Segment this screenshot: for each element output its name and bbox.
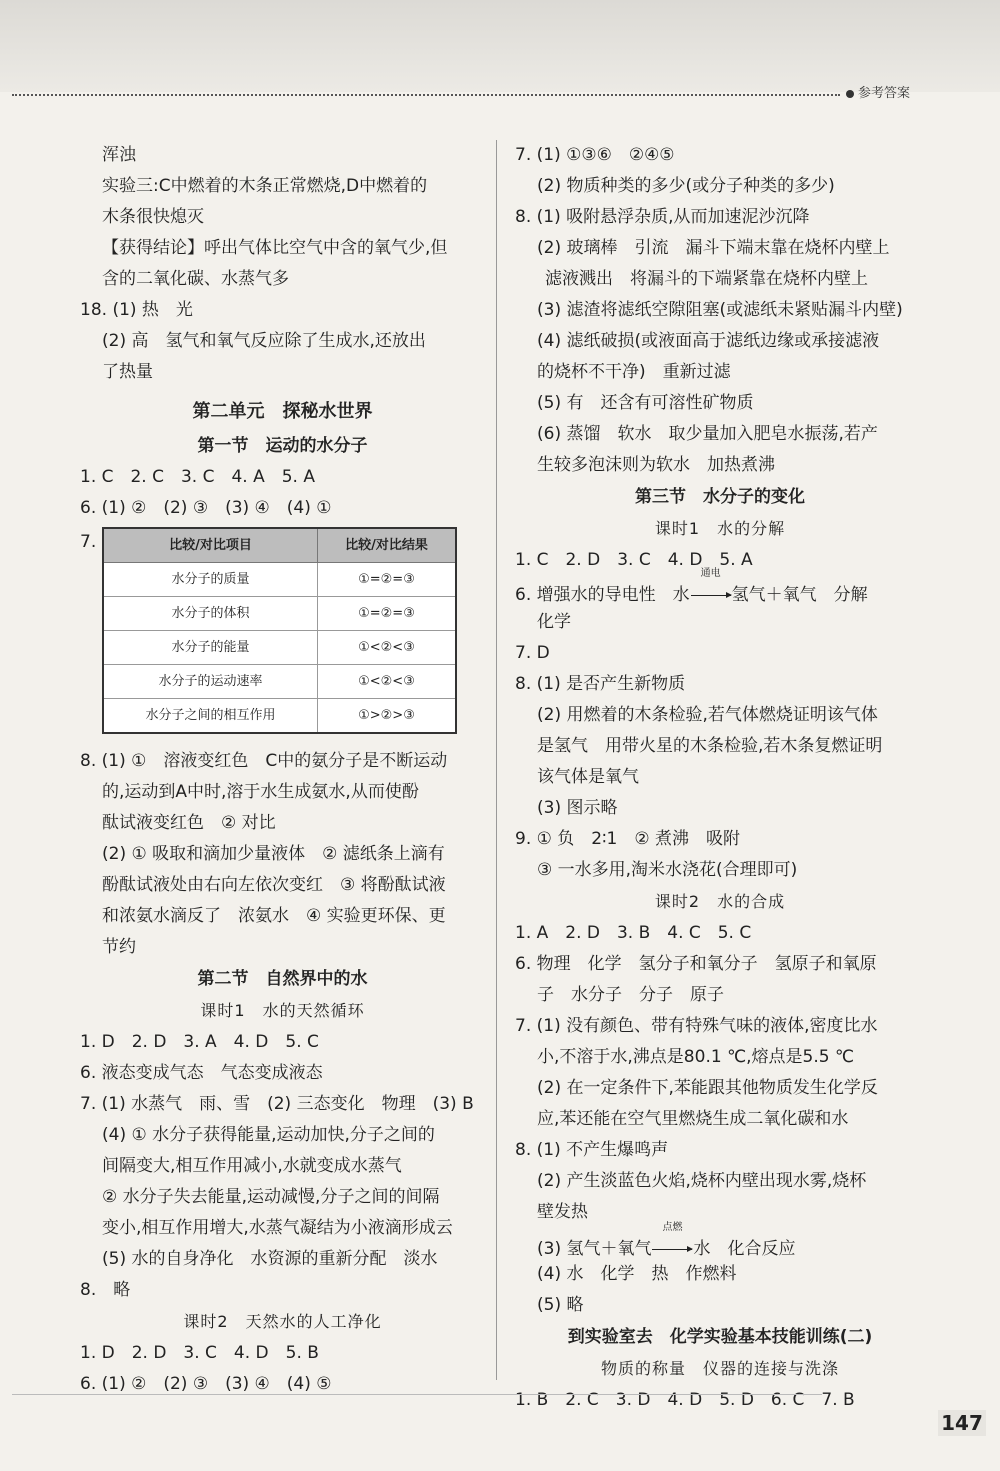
lab-subtitle: 物质的称量 仪器的连接与洗涤	[600, 1359, 839, 1378]
lab-title: 到实验室去 化学实验基本技能训练(二)	[567, 1327, 873, 1347]
text-line: 1. C 2. D 3. C 4. D 5. A	[515, 550, 753, 570]
text-line: 6. (1) ② (2) ③ (3) ④ (4) ⑤	[80, 1374, 332, 1394]
right-column	[515, 140, 925, 1416]
table-cell: 水分子的质量	[103, 563, 317, 597]
table-header: 比较/对比项目	[103, 528, 317, 563]
lesson-title: 课时1 水的分解	[654, 519, 786, 538]
text-line: 18. (1) 热 光	[80, 300, 193, 320]
table-cell: ①<②<③	[317, 665, 456, 699]
page-number: 147	[938, 1410, 986, 1436]
text-line: 是氢气 用带火星的木条检验,若木条复燃证明	[537, 736, 883, 756]
column-divider	[496, 140, 497, 1380]
table-cell: 水分子的体积	[103, 597, 317, 631]
text-line: (2) 产生淡蓝色火焰,烧杯内壁出现水雾,烧杯	[537, 1171, 867, 1191]
text-line: 9. ① 负 2∶1 ② 煮沸 吸附	[515, 829, 740, 849]
text-line: (2) 玻璃棒 引流 漏斗下端末靠在烧杯内壁上	[537, 238, 890, 258]
text-line: 节约	[102, 937, 136, 957]
text-line: 含的二氧化碳、水蒸气多	[102, 269, 289, 289]
section-title: 第二节 自然界中的水	[197, 969, 368, 989]
text-line: 滤液溅出 将漏斗的下端紧靠在烧杯内壁上	[545, 269, 868, 289]
text-line: 【获得结论】呼出气体比空气中含的氧气少,但	[102, 238, 448, 258]
text-line: 7. D	[515, 643, 550, 663]
text-line: 木条很快熄灭	[102, 207, 204, 227]
text-line: (4) ① 水分子获得能量,运动加快,分子之间的	[102, 1125, 435, 1145]
page-top-band	[0, 0, 1000, 92]
text-line: 了热量	[102, 362, 153, 382]
header-label: 参考答案	[846, 82, 910, 101]
table-row	[103, 631, 456, 665]
text-line: 8. (1) 不产生爆鸣声	[515, 1140, 669, 1160]
text-line: 8. (1) 吸附悬浮杂质,从而加速泥沙沉降	[515, 207, 810, 227]
table-header: 比较/对比结果	[317, 528, 456, 563]
table-cell: ①>②>③	[317, 699, 456, 734]
text-line: 6. 物理 化学 氢分子和氧分子 氢原子和氧原	[515, 954, 877, 974]
text-line: 6. 液态变成气态 气态变成液态	[80, 1063, 323, 1083]
text-line: (2) 用燃着的木条检验,若气体燃烧证明该气体	[537, 705, 878, 725]
text-line: (2) 物质种类的多少(或分子种类的多少)	[537, 176, 835, 196]
table-row	[103, 563, 456, 597]
text-line: 7. (1) 水蒸气 雨、雪 (2) 三态变化 物理 (3) B	[80, 1094, 474, 1114]
text-line: 8. 略	[80, 1280, 131, 1300]
section-title: 第三节 水分子的变化	[635, 487, 805, 507]
text-line: 1. D 2. D 3. A 4. D 5. C	[80, 1032, 319, 1052]
bullet-icon	[846, 90, 854, 98]
text-line: 该气体是氧气	[537, 767, 639, 787]
text-line: 1. C 2. C 3. C 4. A 5. A	[80, 467, 315, 487]
text-line: (5) 水的自身净化 水资源的重新分配 淡水	[102, 1249, 438, 1269]
lesson-title: 课时1 水的天然循环	[200, 1001, 365, 1020]
equation-line	[515, 568, 925, 607]
text-line: 的,运动到A中时,溶于水生成氨水,从而使酚	[102, 782, 419, 802]
text-line: 壁发热	[537, 1202, 588, 1222]
text-line: 酚酞试液处由右向左依次变红 ③ 将酚酞试液	[102, 875, 446, 895]
text-line: 7. (1) 没有颜色、带有特殊气味的液体,密度比水	[515, 1016, 878, 1036]
question-number: 7.	[80, 532, 97, 552]
equation-prefix: (3) 氢气＋氧气	[537, 1239, 652, 1259]
text-line: 8. (1) ① 溶液变红色 C中的氨分子是不断运动	[80, 751, 448, 771]
table-cell: 水分子的能量	[103, 631, 317, 665]
arrow-icon	[691, 595, 731, 596]
table-cell: 水分子的运动速率	[103, 665, 317, 699]
table-row	[103, 665, 456, 699]
table-cell: 水分子之间的相互作用	[103, 699, 317, 734]
header-dotted-rule	[12, 94, 840, 96]
text-line: 间隔变大,相互作用减小,水就变成水蒸气	[102, 1156, 402, 1176]
table-header-row	[103, 528, 456, 563]
text-line: (2) 在一定条件下,苯能跟其他物质发生化学反	[537, 1078, 878, 1098]
text-line: (2) ① 吸取和滴加少量液体 ② 滤纸条上滴有	[102, 844, 445, 864]
equation-suffix: 水 化合反应	[693, 1239, 796, 1259]
arrow-icon	[652, 1249, 692, 1250]
text-line: 变小,相互作用增大,水蒸气凝结为小液滴形成云	[102, 1218, 453, 1238]
table-cell: ①=②=③	[317, 563, 456, 597]
text-line: (5) 略	[537, 1295, 584, 1315]
table-row	[103, 699, 456, 734]
text-line: (6) 蒸馏 软水 取少量加入肥皂水振荡,若产	[537, 424, 878, 444]
text-line: (4) 水 化学 热 作燃料	[537, 1264, 737, 1284]
text-line: 小,不溶于水,沸点是80.1 ℃,熔点是5.5 ℃	[537, 1047, 855, 1067]
text-line: 1. B 2. C 3. D 4. D 5. D 6. C 7. B	[515, 1390, 855, 1410]
table-cell: ①=②=③	[317, 597, 456, 631]
text-line: ③ 一水多用,淘米水浇花(合理即可)	[537, 860, 798, 880]
text-line: (4) 滤纸破损(或液面高于滤纸边缘或承接滤液	[537, 331, 880, 351]
reaction-condition: 通电	[700, 568, 721, 579]
footer-rule	[12, 1394, 822, 1395]
text-line: 6. (1) ② (2) ③ (3) ④ (4) ①	[80, 498, 332, 518]
text-line: 8. (1) 是否产生新物质	[515, 674, 686, 694]
text-line: (5) 有 还含有可溶性矿物质	[537, 393, 754, 413]
text-line: (2) 高 氢气和氧气反应除了生成水,还放出	[102, 331, 426, 351]
text-line: (3) 滤渣将滤纸空隙阻塞(或滤纸未紧贴漏斗内壁)	[537, 300, 903, 320]
equation-line	[515, 1222, 925, 1259]
text-line: 应,苯还能在空气里燃烧生成二氧化碳和水	[537, 1109, 849, 1129]
table-row	[103, 597, 456, 631]
text-line: 化学	[537, 612, 571, 632]
question-7-block	[80, 527, 485, 734]
text-line: 酞试液变红色 ② 对比	[102, 813, 276, 833]
text-line: 7. (1) ①③⑥ ②④⑤	[515, 145, 675, 165]
section-title: 第一节 运动的水分子	[197, 436, 368, 456]
text-line: 1. A 2. D 3. B 4. C 5. C	[515, 923, 752, 943]
table-cell: ①<②<③	[317, 631, 456, 665]
text-line: 浑浊	[102, 145, 136, 165]
text-line: 1. D 2. D 3. C 4. D 5. B	[80, 1343, 319, 1363]
text-line: 子 水分子 分子 原子	[537, 985, 724, 1005]
unit-title: 第二单元 探秘水世界	[192, 401, 373, 422]
reaction-arrow	[690, 568, 732, 611]
text-line: 的烧杯不干净) 重新过滤	[537, 362, 731, 382]
reaction-arrow	[651, 1222, 693, 1265]
text-line: 实验三:C中燃着的木条正常燃烧,D中燃着的	[102, 176, 428, 196]
lesson-title: 课时2 天然水的人工净化	[183, 1312, 382, 1331]
lesson-title: 课时2 水的合成	[654, 892, 786, 911]
left-column	[80, 140, 485, 1400]
equation-suffix: 氢气＋氧气 分解	[731, 585, 868, 605]
reaction-condition: 点燃	[662, 1222, 683, 1233]
text-line: 和浓氨水滴反了 浓氨水 ④ 实验更环保、更	[102, 906, 446, 926]
comparison-table	[102, 527, 457, 734]
text-line: ② 水分子失去能量,运动减慢,分子之间的间隔	[102, 1187, 440, 1207]
text-line: 生较多泡沫则为软水 加热煮沸	[537, 455, 775, 475]
text-line: (3) 图示略	[537, 798, 618, 818]
equation-prefix: 6. 增强水的导电性 水	[515, 585, 690, 605]
